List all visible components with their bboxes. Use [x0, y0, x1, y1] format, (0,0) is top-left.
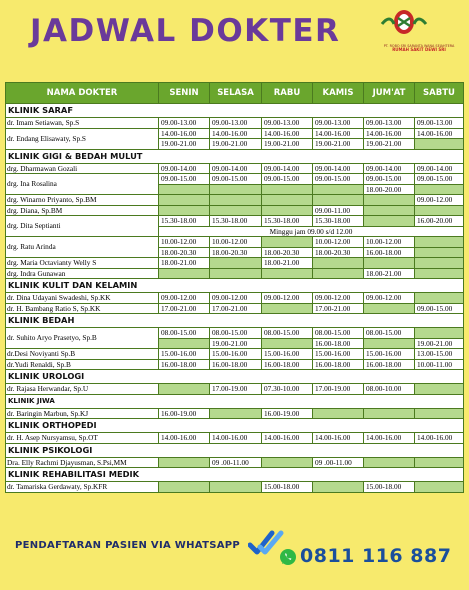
doctor-name: dr.Desi Noviyanti Sp.B [6, 349, 159, 360]
schedule-time: 10.00-12.00 [364, 237, 415, 248]
column-header-doctor: NAMA DOKTER [6, 83, 159, 104]
schedule-time: 09.00-13.00 [364, 118, 415, 129]
schedule-row [6, 128, 464, 139]
schedule-time: 15.00-16.00 [159, 349, 210, 360]
schedule-row [6, 118, 464, 129]
clinic-name: KLINIK ORTHOPEDI [6, 419, 464, 433]
schedule-empty [364, 408, 415, 419]
schedule-empty [415, 482, 464, 493]
schedule-time: 17.00-19.00 [313, 384, 364, 395]
schedule-time: 19.00-21.00 [313, 139, 364, 150]
schedule-time: 10.00-11.00 [415, 359, 464, 370]
schedule-time: 09.00-15.00 [364, 174, 415, 185]
schedule-time: 16.00-18.00 [313, 359, 364, 370]
schedule-time: 08.00-15.00 [210, 328, 262, 339]
schedule-empty [262, 195, 313, 206]
schedule-time: 17.00-21.00 [313, 303, 364, 314]
schedule-time: 09.00-14.00 [415, 163, 464, 174]
clinic-name: KLINIK KULIT DAN KELAMIN [6, 279, 464, 293]
schedule-empty [210, 258, 262, 269]
doctor-name: drg. Dharmawan Gozali [6, 163, 159, 174]
schedule-time: 18.00-21.00 [262, 258, 313, 269]
registration-label: PENDAFTARAN PASIEN VIA WHATSAPP [15, 540, 240, 551]
schedule-time: 08.00-15.00 [364, 328, 415, 339]
schedule-empty [415, 247, 464, 258]
schedule-time: 15.00-16.00 [313, 349, 364, 360]
schedule-time: 09.00-12.00 [159, 293, 210, 304]
schedule-empty [262, 303, 313, 314]
schedule-time: 18.00-20.30 [159, 247, 210, 258]
schedule-time: 15.30-18.00 [210, 216, 262, 227]
schedule-empty [159, 205, 210, 216]
doctor-name: drg. Ratu Arinda [6, 237, 159, 258]
schedule-empty [415, 237, 464, 248]
schedule-empty [210, 482, 262, 493]
schedule-row [6, 195, 464, 206]
schedule-time: 15.00-16.00 [210, 349, 262, 360]
schedule-row [6, 359, 464, 370]
clinic-name: KLINIK JIWA [6, 394, 464, 408]
schedule-time: 14.00-16.00 [210, 433, 262, 444]
schedule-empty [159, 384, 210, 395]
schedule-time: 16.00-19.00 [262, 408, 313, 419]
schedule-empty [262, 184, 313, 195]
schedule-time: 15.00-18.00 [364, 482, 415, 493]
schedule-empty [159, 482, 210, 493]
schedule-empty [262, 457, 313, 468]
schedule-time: 09.00-14.00 [210, 163, 262, 174]
schedule-time: 09.00-14.00 [159, 163, 210, 174]
schedule-time: 14.00-16.00 [415, 128, 464, 139]
doctor-name: drg. Dita Septianti [6, 216, 159, 237]
schedule-empty [313, 184, 364, 195]
schedule-time: 16.00-18.00 [159, 359, 210, 370]
schedule-time: 18.00-21.00 [364, 268, 415, 279]
schedule-row [6, 268, 464, 279]
schedule-time: 16.00-18.00 [313, 338, 364, 349]
schedule-row [6, 293, 464, 304]
schedule-empty [415, 293, 464, 304]
schedule-time: 15.30-18.00 [313, 216, 364, 227]
schedule-time: 09.00-14.00 [364, 163, 415, 174]
schedule-time: 09.00-14.00 [313, 163, 364, 174]
schedule-time: 14.00-16.00 [364, 433, 415, 444]
schedule-time: 09.00-13.00 [159, 118, 210, 129]
doctor-name: dr. H. Bambang Ratio S, Sp.KK [6, 303, 159, 314]
schedule-time: 08.00-15.00 [313, 328, 364, 339]
doctor-name: drg. Maria Octavianty Welly S [6, 258, 159, 269]
schedule-time: 09.00-15.00 [313, 174, 364, 185]
schedule-row [6, 163, 464, 174]
page-title: JADWAL DOKTER [30, 13, 341, 49]
schedule-time: 09.00-14.00 [262, 163, 313, 174]
schedule-table [5, 82, 464, 493]
schedule-time: 14.00-16.00 [159, 128, 210, 139]
schedule-note: Minggu jam 09.00 s/d 12.00 [159, 226, 464, 237]
clinic-name: KLINIK BEDAH [6, 314, 464, 328]
schedule-row [6, 328, 464, 339]
doctor-name: drg. Indra Gunawan [6, 268, 159, 279]
schedule-time: 08.00-15.00 [159, 328, 210, 339]
clinic-section-row [6, 468, 464, 482]
schedule-empty [364, 457, 415, 468]
column-header-day: KAMIS [313, 83, 364, 104]
schedule-time: 15.00-18.00 [262, 482, 313, 493]
schedule-row [6, 303, 464, 314]
schedule-empty [210, 205, 262, 216]
schedule-row [6, 457, 464, 468]
clinic-section-row [6, 443, 464, 457]
schedule-time: 15.00-16.00 [364, 349, 415, 360]
schedule-empty [159, 268, 210, 279]
schedule-time: 16.00-19.00 [159, 408, 210, 419]
clinic-name: KLINIK GIGI & BEDAH MULUT [6, 149, 464, 163]
schedule-time: 18.00-20.30 [313, 247, 364, 258]
schedule-time: 09.00-12.00 [415, 195, 464, 206]
schedule-empty [210, 195, 262, 206]
schedule-empty [415, 408, 464, 419]
schedule-time: 09.00-15.00 [210, 174, 262, 185]
schedule-time: 08.00-10.00 [364, 384, 415, 395]
schedule-time: 19.00-21.00 [415, 338, 464, 349]
schedule-row [6, 408, 464, 419]
schedule-empty [313, 482, 364, 493]
doctor-name: dr. Endang Elisawaty, Sp.S [6, 128, 159, 149]
schedule-time: 09 .00-11.00 [210, 457, 262, 468]
schedule-time: 19.00-21.00 [262, 139, 313, 150]
schedule-time: 09 .00-11.00 [313, 457, 364, 468]
column-header-day: SABTU [415, 83, 464, 104]
clinic-section-row [6, 279, 464, 293]
schedule-time: 09.00-13.00 [262, 118, 313, 129]
schedule-empty [364, 205, 415, 216]
schedule-time: 09.00-13.00 [313, 118, 364, 129]
doctor-name: drg. Ina Rosalina [6, 174, 159, 195]
schedule-empty [415, 184, 464, 195]
clinic-section-row [6, 104, 464, 118]
schedule-row [6, 205, 464, 216]
schedule-time: 18.00-20.30 [210, 247, 262, 258]
clinic-section-row [6, 149, 464, 163]
doctor-name: dr. Suhito Aryo Prasetyo, Sp.B [6, 328, 159, 349]
schedule-empty [364, 195, 415, 206]
schedule-time: 14.00-16.00 [262, 433, 313, 444]
schedule-empty [415, 139, 464, 150]
schedule-time: 13.00-15.00 [415, 349, 464, 360]
schedule-time: 14.00-16.00 [415, 433, 464, 444]
schedule-empty [262, 338, 313, 349]
schedule-time: 10.00-12.00 [313, 237, 364, 248]
schedule-empty [262, 268, 313, 279]
schedule-row [6, 349, 464, 360]
schedule-time: 07.30-10.00 [262, 384, 313, 395]
schedule-time: 14.00-16.00 [313, 433, 364, 444]
schedule-empty [262, 205, 313, 216]
schedule-time: 14.00-16.00 [364, 128, 415, 139]
clinic-section-row [6, 394, 464, 408]
hospital-logo-text: PT. ROBO SRI SARANTA WANA SEJAHTERA RUMAH SAKIT DEWI SRI [383, 44, 455, 53]
schedule-time: 16.00-18.00 [364, 247, 415, 258]
doctor-name: dr. H. Asep Nursyamsu, Sp.OT [6, 433, 159, 444]
schedule-time: 09.00-15.00 [262, 174, 313, 185]
schedule-time: 15.00-16.00 [262, 349, 313, 360]
doctor-name: drg. Winarno Priyanto, Sp.BM [6, 195, 159, 206]
clinic-name: KLINIK UROLOGI [6, 370, 464, 384]
doctor-name: dr. Dina Udayani Swadeshi, Sp.KK [6, 293, 159, 304]
schedule-empty [415, 328, 464, 339]
schedule-empty [159, 457, 210, 468]
schedule-empty [313, 268, 364, 279]
schedule-time: 18.00-20.00 [364, 184, 415, 195]
doctor-name: dr. Tamariska Gerdawaty, Sp.KFR [6, 482, 159, 493]
schedule-empty [210, 184, 262, 195]
table-header-row [6, 83, 464, 104]
schedule-empty [159, 338, 210, 349]
schedule-time: 16.00-18.00 [262, 359, 313, 370]
schedule-time: 08.00-15.00 [262, 328, 313, 339]
schedule-row [6, 482, 464, 493]
clinic-name: KLINIK SARAF [6, 104, 464, 118]
schedule-time: 17.00-19.00 [210, 384, 262, 395]
clinic-section-row [6, 314, 464, 328]
schedule-empty [313, 408, 364, 419]
schedule-empty [313, 258, 364, 269]
schedule-empty [159, 195, 210, 206]
schedule-empty [262, 237, 313, 248]
schedule-time: 19.00-21.00 [364, 139, 415, 150]
schedule-time: 14.00-16.00 [159, 433, 210, 444]
clinic-name: KLINIK PSIKOLOGI [6, 443, 464, 457]
schedule-time: 09.00-13.00 [415, 118, 464, 129]
schedule-row [6, 237, 464, 248]
schedule-time: 16.00-18.00 [210, 359, 262, 370]
clinic-section-row [6, 370, 464, 384]
column-header-day: JUM'AT [364, 83, 415, 104]
schedule-row [6, 433, 464, 444]
schedule-time: 09.00-12.00 [364, 293, 415, 304]
schedule-time: 09.00-12.00 [313, 293, 364, 304]
schedule-empty [415, 268, 464, 279]
schedule-time: 09.00-12.00 [262, 293, 313, 304]
schedule-row [6, 384, 464, 395]
schedule-row [6, 216, 464, 227]
table-body [6, 104, 464, 493]
schedule-empty [415, 258, 464, 269]
schedule-row [6, 174, 464, 185]
schedule-empty [364, 303, 415, 314]
column-header-day: RABU [262, 83, 313, 104]
whatsapp-icon [279, 548, 297, 566]
schedule-time: 14.00-16.00 [313, 128, 364, 139]
column-header-day: SELASA [210, 83, 262, 104]
schedule-time: 10.00-12.00 [210, 237, 262, 248]
schedule-time: 09.00-13.00 [210, 118, 262, 129]
schedule-time: 09.00-15.00 [159, 174, 210, 185]
doctor-name: dr. Rajasa Herwandar, Sp.U [6, 384, 159, 395]
schedule-empty [364, 216, 415, 227]
column-header-day: SENIN [159, 83, 210, 104]
schedule-time: 16.00-20.00 [415, 216, 464, 227]
whatsapp-phone-number[interactable]: 0811 116 887 [300, 545, 452, 567]
schedule-time: 17.00-21.00 [210, 303, 262, 314]
schedule-time: 19.00-21.00 [210, 139, 262, 150]
schedule-empty [415, 457, 464, 468]
schedule-time: 09.00-12.00 [210, 293, 262, 304]
hospital-logo [378, 4, 460, 70]
schedule-empty [415, 205, 464, 216]
schedule-time: 16.00-18.00 [364, 359, 415, 370]
doctor-name: dr. Baringin Marbun, Sp.KJ [6, 408, 159, 419]
schedule-empty [210, 408, 262, 419]
schedule-time: 14.00-16.00 [210, 128, 262, 139]
schedule-time: 17.00-21.00 [159, 303, 210, 314]
schedule-time: 10.00-12.00 [159, 237, 210, 248]
schedule-empty [364, 338, 415, 349]
schedule-row [6, 258, 464, 269]
doctor-name: drg. Diana, Sp.BM [6, 205, 159, 216]
schedule-time: 19.00-21.00 [159, 139, 210, 150]
schedule-time: 09.00-15.00 [415, 174, 464, 185]
schedule-time: 15.30-18.00 [159, 216, 210, 227]
schedule-empty [415, 384, 464, 395]
schedule-empty [313, 195, 364, 206]
doctor-name: dr. Imam Setiawan, Sp.S [6, 118, 159, 129]
schedule-time: 15.30-18.00 [262, 216, 313, 227]
doctor-name: dr.Yudi Renaldi, Sp.B [6, 359, 159, 370]
clinic-section-row [6, 419, 464, 433]
schedule-time: 09.00-15.00 [415, 303, 464, 314]
schedule-time: 18.00-21.00 [159, 258, 210, 269]
schedule-time: 14.00-16.00 [262, 128, 313, 139]
schedule-empty [210, 268, 262, 279]
schedule-empty [159, 184, 210, 195]
schedule-time: 18.00-20.30 [262, 247, 313, 258]
schedule-time: 09.00-11.00 [313, 205, 364, 216]
doctor-name: Dra. Elly Rachmi Djayusman, S.Psi,MM [6, 457, 159, 468]
schedule-empty [364, 258, 415, 269]
schedule-time: 19.00-21.00 [210, 338, 262, 349]
clinic-name: KLINIK REHABILITASI MEDIK [6, 468, 464, 482]
